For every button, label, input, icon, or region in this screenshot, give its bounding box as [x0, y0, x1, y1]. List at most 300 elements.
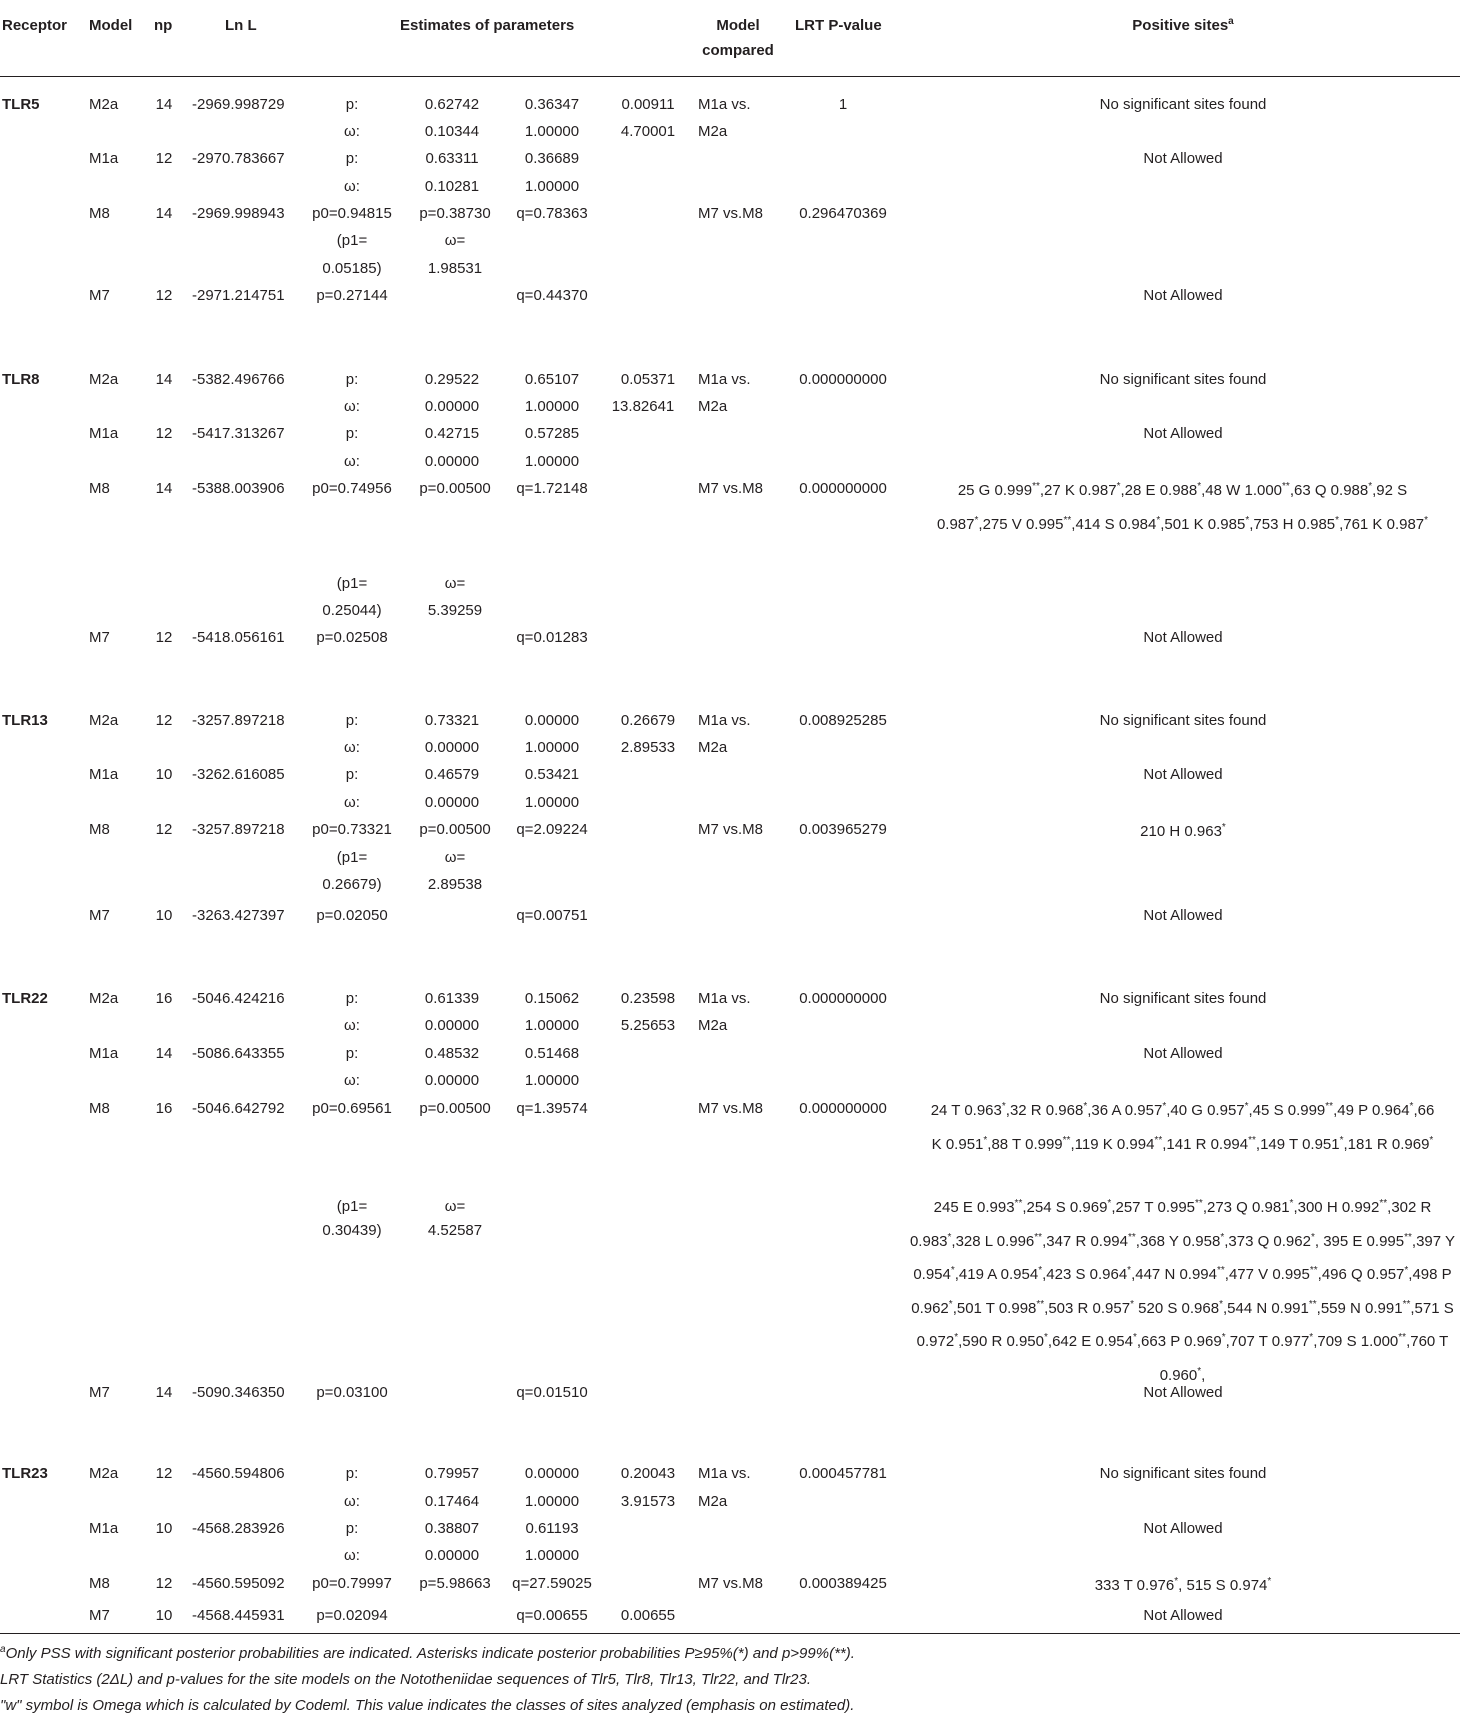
site-entry: ,302 R 0.983	[909, 1199, 1432, 1250]
site-entry: ,501 K 0.985	[1160, 515, 1246, 533]
significance-marker: *	[1127, 1265, 1132, 1276]
param-p: p=0.27144	[316, 287, 388, 304]
omega-label: ω:	[344, 123, 360, 140]
lnl-value: -5418.056161	[192, 629, 285, 646]
site-entry: ,181 R 0.969	[1343, 1135, 1430, 1153]
site-entry: ,48 W 1.000	[1201, 482, 1283, 499]
positive-sites: Not Allowed	[1143, 766, 1223, 783]
param-2: 1.00000	[524, 739, 580, 756]
lnl-value: -5046.424216	[192, 990, 285, 1007]
lrt-value: 0.000000000	[799, 371, 887, 388]
header-estimates: Estimates of parameters	[400, 17, 575, 34]
significance-marker: *	[1368, 481, 1373, 492]
site-entry: , 515 S 0.974	[1178, 1577, 1268, 1594]
param-1: 0.48532	[424, 1045, 480, 1062]
param-omega: ω=	[444, 849, 466, 866]
positive-sites: Not Allowed	[1143, 1045, 1223, 1062]
model-compared: M2a	[698, 1493, 728, 1510]
site-entry: ,300 H 0.992	[1293, 1199, 1380, 1216]
site-entry: ,141 R 0.994	[1162, 1135, 1249, 1153]
site-entry: ,423 S 0.964	[1042, 1266, 1128, 1283]
model-name: M2a	[89, 1465, 119, 1482]
omega-label: ω:	[344, 1547, 360, 1564]
model-name: M1a	[89, 766, 119, 783]
param-p0: p0=0.74956	[312, 480, 392, 497]
p-label: p:	[345, 425, 359, 442]
site-entry: ,254 S 0.969	[1022, 1199, 1108, 1216]
site-entry: ,414 S 0.984	[1071, 515, 1157, 533]
significance-marker: **	[1127, 1231, 1136, 1243]
param-p1: (p1=	[336, 1198, 368, 1215]
significance-marker: *	[1404, 1265, 1409, 1276]
site-entry: ,45 S 0.999	[1248, 1102, 1326, 1119]
significance-marker: *	[1309, 1332, 1314, 1343]
param-q: q=1.39574	[516, 1100, 588, 1117]
param-2: 1.00000	[524, 1493, 580, 1510]
significance-marker: *	[954, 1332, 959, 1343]
param-1: 0.17464	[424, 1493, 480, 1510]
positive-sites: Not Allowed	[1143, 1384, 1223, 1401]
model-name: M8	[89, 821, 110, 838]
significance-marker: **	[1402, 1298, 1411, 1310]
param-2: 0.57285	[524, 425, 580, 442]
significance-marker: *	[1339, 1134, 1344, 1146]
significance-marker: *	[1289, 1198, 1294, 1209]
param-p0: p0=0.73321	[312, 821, 392, 838]
site-entry: ,477 V 0.995	[1224, 1266, 1310, 1283]
lnl-value: -5086.643355	[192, 1045, 285, 1062]
param-q: q=0.00751	[516, 907, 588, 924]
model-compared: M2a	[698, 1017, 728, 1034]
p-label: p:	[345, 371, 359, 388]
positive-sites: Not Allowed	[1143, 150, 1223, 167]
lnl-value: -3263.427397	[192, 907, 285, 924]
param-q: q=2.09224	[516, 821, 588, 838]
param-2: 1.00000	[524, 123, 580, 140]
site-entry: ,36 A 0.957	[1087, 1102, 1163, 1119]
np-value: 14	[155, 480, 173, 497]
site-entry: ,501 T 0.998	[952, 1299, 1037, 1317]
significance-marker: **	[1398, 1332, 1407, 1343]
omega-label: ω:	[344, 794, 360, 811]
site-entry: 520 S 0.968	[1133, 1299, 1220, 1317]
lnl-value: -4568.283926	[192, 1520, 285, 1537]
param-3: 2.89533	[620, 739, 676, 756]
omega-label: ω:	[344, 1072, 360, 1089]
significance-marker: **	[1379, 1198, 1388, 1209]
model-compared: M7 vs.M8	[698, 1575, 764, 1592]
param-p1: (p1=	[336, 849, 368, 866]
param-omega: ω=	[444, 1198, 466, 1215]
param-p1: (p1=	[336, 232, 368, 249]
param-p: p=0.02094	[316, 1607, 388, 1624]
np-value: 12	[155, 150, 173, 167]
param-p0: p0=0.79997	[312, 1575, 392, 1592]
site-entry: ,498 P 0.962	[911, 1266, 1452, 1317]
omega-label: ω:	[344, 398, 360, 415]
site-entry: ,760 T 0.960	[1159, 1333, 1449, 1384]
model-compared: M1a vs.	[698, 96, 751, 113]
header-positive-sites-label: Positive sites	[1132, 17, 1229, 34]
positive-sites: Not Allowed	[1143, 1607, 1223, 1624]
param-2: 0.36689	[524, 150, 580, 167]
significance-marker: **	[1036, 1298, 1045, 1310]
np-value: 12	[155, 629, 173, 646]
receptor-name: TLR5	[2, 96, 40, 113]
positive-sites: No significant sites found	[1099, 712, 1267, 729]
param-1: 0.38807	[424, 1520, 480, 1537]
positive-sites: Not Allowed	[1143, 287, 1223, 304]
model-compared: M7 vs.M8	[698, 1100, 764, 1117]
omega-label: ω:	[344, 178, 360, 195]
omega-label: ω:	[344, 453, 360, 470]
omega-label: ω:	[344, 1493, 360, 1510]
lrt-value: 0.000000000	[799, 480, 887, 497]
site-entry: ,119 K 0.994	[1070, 1135, 1155, 1153]
param-q: q=0.01510	[516, 1384, 588, 1401]
param-1: 0.00000	[424, 453, 480, 470]
param-1: 0.29522	[424, 371, 480, 388]
site-entry: ,571 S 0.972	[916, 1299, 1454, 1350]
significance-marker: *	[1221, 1332, 1226, 1343]
param-omega: 4.52587	[427, 1222, 483, 1239]
site-entry: , 395 E 0.995	[1314, 1232, 1405, 1250]
param-1: 0.62742	[424, 96, 480, 113]
site-entry: 210 H 0.963	[1140, 823, 1222, 840]
param-p: p=0.02508	[316, 629, 388, 646]
p-label: p:	[345, 766, 359, 783]
omega-label: ω:	[344, 739, 360, 756]
model-name: M1a	[89, 150, 119, 167]
param-p: p=0.00500	[419, 821, 491, 838]
model-name: M1a	[89, 1520, 119, 1537]
model-name: M1a	[89, 425, 119, 442]
lrt-value: 0.000389425	[799, 1575, 887, 1592]
site-entry: ,753 H 0.985	[1249, 515, 1336, 533]
significance-marker: *	[1083, 1101, 1088, 1112]
site-entry: ,347 R 0.994	[1042, 1232, 1128, 1250]
p-label: p:	[345, 1045, 359, 1062]
np-value: 10	[155, 907, 173, 924]
positive-sites-list	[1095, 1575, 1272, 1597]
param-q: q=0.44370	[516, 287, 588, 304]
param-1: 0.42715	[424, 425, 480, 442]
positive-sites: Not Allowed	[1143, 1520, 1223, 1537]
footnote-1-text: Only PSS with significant posterior probabilities are indicated. Asterisks indicate posterior probabilities P≥95%(*) and p>99%(**).	[5, 1645, 855, 1662]
significance-marker: **	[1308, 1298, 1317, 1310]
param-p: p=5.98663	[419, 1575, 491, 1592]
significance-marker: *	[1335, 514, 1340, 526]
model-name: M7	[89, 1384, 110, 1401]
significance-marker: *	[1156, 514, 1161, 526]
model-name: M2a	[89, 371, 119, 388]
param-3: 13.82641	[611, 398, 675, 415]
significance-marker: *	[1162, 1101, 1167, 1112]
model-name: M8	[89, 1100, 110, 1117]
param-p1: 0.26679)	[322, 876, 382, 893]
site-entry: ,149 T 0.951	[1255, 1135, 1340, 1153]
site-entry: ,707 T 0.977	[1225, 1333, 1310, 1350]
significance-marker: **	[1195, 1198, 1203, 1209]
significance-marker: *	[1174, 1576, 1179, 1587]
model-compared: M2a	[698, 123, 728, 140]
np-value: 16	[155, 990, 173, 1007]
model-name: M7	[89, 629, 110, 646]
model-compared: M2a	[698, 739, 728, 756]
site-entry: ,642 E 0.954	[1047, 1333, 1133, 1350]
header-receptor: Receptor	[2, 17, 68, 34]
lnl-value: -3257.897218	[192, 712, 285, 729]
param-1: 0.00000	[424, 1072, 480, 1089]
positive-sites: No significant sites found	[1099, 96, 1267, 113]
significance-marker: *	[1409, 1101, 1414, 1112]
site-entry: ,496 Q 0.957	[1317, 1266, 1405, 1283]
significance-marker: *	[1267, 1576, 1272, 1587]
model-name: M2a	[89, 990, 119, 1007]
param-q: q=0.00655	[516, 1607, 588, 1624]
lnl-value: -2971.214751	[192, 287, 285, 304]
model-compared: M1a vs.	[698, 990, 751, 1007]
param-2: 1.00000	[524, 453, 580, 470]
significance-marker: **	[1034, 1231, 1043, 1243]
param-omega: ω=	[444, 575, 466, 592]
receptor-name: TLR23	[2, 1465, 48, 1482]
param-2: 0.51468	[524, 1045, 580, 1062]
param-2: 1.00000	[524, 178, 580, 195]
param-omega: 1.98531	[427, 260, 483, 277]
param-p: p=0.03100	[316, 1384, 388, 1401]
param-q: q=27.59025	[512, 1575, 592, 1592]
site-entry: ,92 S 0.987	[936, 482, 1408, 533]
significance-marker: **	[1325, 1101, 1334, 1112]
param-2: 1.00000	[524, 1547, 580, 1564]
param-2: 0.15062	[524, 990, 580, 1007]
model-name: M8	[89, 205, 110, 222]
p-label: p:	[345, 150, 359, 167]
site-entry: ,544 N 0.991	[1222, 1299, 1309, 1317]
site-entry: ,	[1201, 1366, 1206, 1384]
param-2: 1.00000	[524, 1072, 580, 1089]
np-value: 14	[155, 1045, 173, 1062]
model-name: M7	[89, 1607, 110, 1624]
significance-marker: *	[1221, 822, 1226, 833]
site-entry: ,257 T 0.995	[1111, 1199, 1196, 1216]
model-name: M1a	[89, 1045, 119, 1062]
param-3: 0.00655	[620, 1607, 676, 1624]
np-value: 12	[155, 287, 173, 304]
param-p1: 0.05185)	[322, 260, 382, 277]
lrt-value: 0.003965279	[799, 821, 887, 838]
param-2: 0.53421	[524, 766, 580, 783]
site-entry: ,32 R 0.968	[1005, 1102, 1084, 1119]
header-model-compared	[698, 13, 778, 63]
receptor-name: TLR22	[2, 990, 48, 1007]
site-entry: ,328 L 0.996	[951, 1232, 1035, 1250]
model-compared: M1a vs.	[698, 371, 751, 388]
significance-marker: *	[1197, 481, 1202, 492]
lnl-value: -2969.998943	[192, 205, 285, 222]
site-entry: 245 E 0.993	[933, 1199, 1015, 1216]
param-3: 5.25653	[620, 1017, 676, 1034]
significance-marker: *	[1245, 514, 1250, 526]
site-entry: ,373 Q 0.962	[1224, 1232, 1311, 1250]
param-2: 0.00000	[524, 1465, 580, 1482]
site-entry: ,590 R 0.950	[958, 1333, 1044, 1350]
np-value: 16	[155, 1100, 173, 1117]
header-lnl: Ln L	[225, 17, 257, 34]
site-entry: ,66 K 0.951	[931, 1102, 1435, 1153]
significance-marker: *	[1116, 481, 1121, 492]
np-value: 14	[155, 1384, 173, 1401]
param-2: 0.65107	[524, 371, 580, 388]
model-name: M8	[89, 480, 110, 497]
param-1: 0.00000	[424, 398, 480, 415]
param-2: 0.61193	[525, 1520, 579, 1537]
param-p1: (p1=	[336, 575, 368, 592]
site-entry: ,368 Y 0.958	[1135, 1232, 1221, 1250]
positive-sites-list	[905, 1191, 1460, 1392]
significance-marker: *	[983, 1134, 988, 1146]
footnote-3: "w" symbol is Omega which is calculated by Codeml. This value indicates the classes of sites analyzed (emphasis on estimated).	[0, 1697, 855, 1714]
p-label: p:	[345, 1520, 359, 1537]
param-p1: 0.30439)	[322, 1222, 382, 1239]
model-compared: M7 vs.M8	[698, 205, 764, 222]
param-p1: 0.25044)	[322, 602, 382, 619]
site-entry: ,63 Q 0.988	[1289, 482, 1369, 499]
param-1: 0.00000	[424, 794, 480, 811]
header-np: np	[154, 17, 173, 34]
site-entry: ,663 P 0.969	[1136, 1333, 1222, 1350]
site-entry: ,761 K 0.987	[1339, 515, 1425, 533]
site-entry: ,419 A 0.954	[954, 1266, 1039, 1283]
site-entry: ,397 Y 0.954	[913, 1232, 1456, 1283]
lnl-value: -5417.313267	[192, 425, 285, 442]
model-compared: M1a vs.	[698, 1465, 751, 1482]
site-entry: ,709 S 1.000	[1313, 1333, 1399, 1350]
table-bottom-rule	[0, 1633, 1460, 1634]
param-1: 0.10281	[424, 178, 480, 195]
significance-marker: *	[1220, 1231, 1225, 1243]
model-name: M2a	[89, 96, 119, 113]
p-label: p:	[345, 96, 359, 113]
p-label: p:	[345, 1465, 359, 1482]
param-3: 4.70001	[620, 123, 676, 140]
lnl-value: -5382.496766	[192, 371, 285, 388]
positive-sites: No significant sites found	[1099, 990, 1267, 1007]
site-entry: 25 G 0.999	[957, 482, 1033, 499]
np-value: 10	[155, 1520, 173, 1537]
positive-sites: Not Allowed	[1143, 907, 1223, 924]
lrt-value: 0.000457781	[799, 1465, 887, 1482]
header-model-compared-line1: Model	[716, 17, 760, 34]
significance-marker: *	[1001, 1101, 1006, 1112]
np-value: 12	[155, 1465, 173, 1482]
param-p: p=0.38730	[419, 205, 491, 222]
site-entry: ,447 N 0.994	[1131, 1266, 1217, 1283]
significance-marker: *	[950, 1265, 955, 1276]
lnl-value: -5388.003906	[192, 480, 285, 497]
lnl-value: -5090.346350	[192, 1384, 285, 1401]
significance-marker: *	[1310, 1231, 1315, 1243]
omega-label: ω:	[344, 1017, 360, 1034]
significance-marker: *	[947, 1231, 952, 1243]
significance-marker: *	[1424, 514, 1429, 526]
footnote-1	[0, 1640, 855, 1668]
positive-sites-list	[925, 474, 1440, 541]
site-entry: ,88 T 0.999	[987, 1135, 1063, 1153]
site-entry: ,40 G 0.957	[1166, 1102, 1245, 1119]
param-1: 0.79957	[424, 1465, 480, 1482]
significance-marker: **	[1248, 1134, 1256, 1146]
np-value: 14	[155, 96, 173, 113]
site-entry: ,273 Q 0.981	[1202, 1199, 1290, 1216]
np-value: 14	[155, 371, 173, 388]
positive-sites-list	[925, 1094, 1440, 1161]
significance-marker: *	[1244, 1101, 1249, 1112]
significance-marker: **	[1216, 1265, 1225, 1276]
lnl-value: -4560.594806	[192, 1465, 285, 1482]
lnl-value: -2969.998729	[192, 96, 285, 113]
significance-marker: **	[1404, 1231, 1412, 1243]
param-1: 0.63311	[425, 150, 479, 167]
param-p: p=0.02050	[316, 907, 388, 924]
header-rule	[0, 76, 1460, 77]
param-p: p=0.00500	[419, 1100, 491, 1117]
header-model-compared-line2: compared	[702, 42, 774, 59]
param-3: 0.26679	[620, 712, 676, 729]
header-model: Model	[89, 17, 133, 34]
receptor-name: TLR13	[2, 712, 48, 729]
lnl-value: -3262.616085	[192, 766, 285, 783]
significance-marker: *	[1130, 1298, 1134, 1310]
param-1: 0.00000	[424, 739, 480, 756]
param-omega: 5.39259	[427, 602, 483, 619]
positive-sites: No significant sites found	[1099, 1465, 1267, 1482]
param-3: 0.20043	[620, 1465, 676, 1482]
np-value: 12	[155, 425, 173, 442]
significance-marker: *	[1132, 1332, 1137, 1343]
header-positive-sites	[1132, 13, 1233, 38]
np-value: 12	[155, 712, 173, 729]
param-3: 0.23598	[620, 990, 676, 1007]
model-compared: M7 vs.M8	[698, 480, 764, 497]
p-label: p:	[345, 990, 359, 1007]
param-2: 1.00000	[524, 1017, 580, 1034]
site-entry: ,503 R 0.957	[1044, 1299, 1131, 1317]
lnl-value: -4560.595092	[192, 1575, 285, 1592]
param-2: 0.36347	[524, 96, 580, 113]
site-entry: ,49 P 0.964	[1333, 1102, 1410, 1119]
param-q: q=0.01283	[516, 629, 588, 646]
model-compared: M1a vs.	[698, 712, 751, 729]
param-q: q=0.78363	[516, 205, 588, 222]
param-omega: ω=	[444, 232, 466, 249]
site-entry: ,28 E 0.988	[1120, 482, 1198, 499]
param-1: 0.73321	[424, 712, 480, 729]
lnl-value: -2970.783667	[192, 150, 285, 167]
param-1: 0.46579	[424, 766, 480, 783]
lrt-value: 0.008925285	[799, 712, 887, 729]
param-p: p=0.00500	[419, 480, 491, 497]
significance-marker: *	[1197, 1365, 1202, 1377]
np-value: 10	[155, 1607, 173, 1624]
param-3: 0.00911	[621, 96, 675, 113]
param-1: 0.61339	[424, 990, 480, 1007]
site-entry: ,27 K 0.987	[1039, 482, 1117, 499]
significance-marker: *	[974, 514, 979, 526]
param-2: 1.00000	[524, 794, 580, 811]
receptor-name: TLR8	[2, 371, 40, 388]
